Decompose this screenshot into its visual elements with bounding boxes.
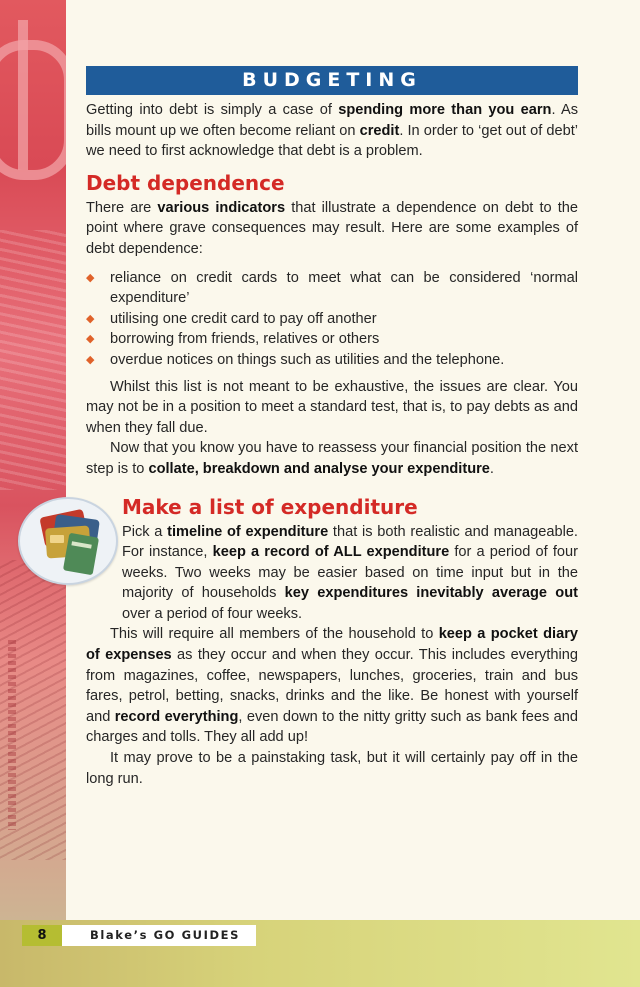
diamond-bullet-icon: ◆ xyxy=(86,353,95,366)
bold-phrase: timeline of expenditure xyxy=(167,523,329,540)
banknote-decoration xyxy=(0,0,66,920)
section-heading-make-a-list: Make a list of expenditure xyxy=(122,494,418,519)
bold-phrase: various indicators xyxy=(157,199,286,216)
pocket-diary-paragraph: This will require all members of the household to keep a pocket diary of expenses as they occur and when they occur. This includes everything from magazines, coffee, newspapers, lunches, groceries, train and bus fares, petrol, betting, snacks, drinks and the like. Be honest with yourself and record everything, even down to the nitty gritty such as bank fees and charges and tolls. They all add up! xyxy=(86,626,578,746)
guide-series-title: Blake’s GO GUIDES xyxy=(90,928,240,942)
bold-phrase: key expenditures inevitably average out xyxy=(284,585,578,602)
banknote-microtext xyxy=(8,640,16,830)
bold-phrase: keep a record of ALL expenditure xyxy=(212,544,450,561)
debt-indicators-list xyxy=(86,268,578,371)
numeral-stroke-decoration xyxy=(18,20,28,170)
banknote-pattern xyxy=(0,230,66,490)
closing-paragraph: It may prove to be a painstaking task, but it will certainly pay off in the long run. xyxy=(86,750,578,787)
bold-phrase: spending more than you earn xyxy=(338,102,552,118)
debt-dependence-paragraph: There are various indicators that illustrate a dependence on debt to the point where grave consequences may result. Here are some examples of debt dependence: xyxy=(86,199,578,257)
bold-phrase: record everything xyxy=(114,708,239,725)
bold-phrase: credit xyxy=(359,122,400,139)
intro-paragraph: Getting into debt is simply a case of spending more than you earn. As bills mount up we often become reliant on credit. In order to ‘get out of debt’ we need to first acknowledge that debt is a problem. xyxy=(86,102,579,160)
credit-cards-icon xyxy=(18,497,118,585)
diamond-bullet-icon: ◆ xyxy=(86,271,95,284)
timeline-paragraph: Pick a timeline of expenditure that is both realistic and manageable. For instance, keep a record of ALL expenditure for a period of four weeks. Two weeks may be easier based on time input but in the majority of households key expenditures inevitably average out over a period of four weeks. xyxy=(122,523,578,622)
bold-phrase: keep a pocket diary of expenses xyxy=(86,626,578,664)
section-heading-debt-dependence: Debt dependence xyxy=(86,170,285,195)
list-item: ◆ reliance on credit cards to meet what can be considered ‘normal expenditure’ xyxy=(86,269,578,307)
next-step-paragraph: Now that you know you have to reassess your financial position the next step is to collate, breakdown and analyse your expenditure. xyxy=(86,440,578,477)
diamond-bullet-icon: ◆ xyxy=(86,333,95,346)
numeral-decoration xyxy=(0,40,66,180)
page-number: 8 xyxy=(22,925,62,946)
credit-cards-illustration xyxy=(20,499,116,583)
page-content xyxy=(86,66,578,789)
diamond-bullet-icon: ◆ xyxy=(86,312,95,325)
list-item: ◆ utilising one credit card to pay off another xyxy=(86,309,578,330)
list-summary-paragraph: Whilst this list is not meant to be exhaustive, the issues are clear. You may not be in a position to meet a standard test, that is, to pay debts as and when they fall due. xyxy=(86,378,578,436)
list-item: ◆ overdue notices on things such as utilities and the telephone. xyxy=(86,350,578,371)
bold-phrase: collate, breakdown and analyse your expenditure xyxy=(148,460,490,477)
page-title: BUDGETING xyxy=(86,66,578,95)
list-item: ◆ borrowing from friends, relatives or others xyxy=(86,329,578,350)
